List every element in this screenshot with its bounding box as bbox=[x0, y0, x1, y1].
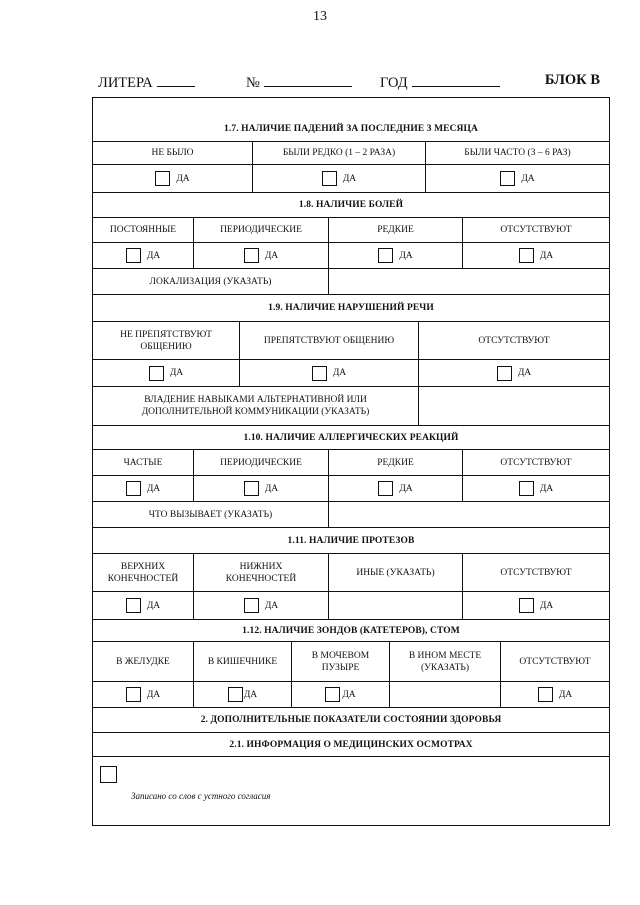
probes-bladder-checkbox[interactable] bbox=[325, 687, 340, 702]
speech-altcomm-row bbox=[93, 386, 609, 425]
yes-label: ДА bbox=[146, 250, 161, 261]
yes-label: ДА bbox=[264, 600, 279, 611]
section21-title: 2.1. ИНФОРМАЦИЯ О МЕДИЦИНСКИХ ОСМОТРАХ bbox=[229, 739, 473, 750]
speech-absent-checkbox[interactable] bbox=[497, 366, 512, 381]
prosthesis-title-row bbox=[93, 527, 609, 553]
number-input-line[interactable] bbox=[264, 72, 352, 87]
yes-label: ДА bbox=[539, 600, 554, 611]
speech-not-hinder-checkbox[interactable] bbox=[149, 366, 164, 381]
prosthesis-header-row bbox=[93, 553, 609, 591]
allergy-col-rare: РЕДКИЕ bbox=[328, 450, 462, 475]
pain-col-rare: РЕДКИЕ bbox=[328, 218, 462, 242]
yes-label: ДА bbox=[264, 483, 279, 494]
falls-none-checkbox[interactable] bbox=[155, 171, 170, 186]
prosthesis-other-field[interactable] bbox=[328, 592, 462, 619]
probes-col-other: В ИНОМ МЕСТЕ (УКАЗАТЬ) bbox=[389, 642, 500, 681]
speech-hinder-checkbox[interactable] bbox=[312, 366, 327, 381]
probes-stomach-checkbox[interactable] bbox=[126, 687, 141, 702]
year-input-line[interactable] bbox=[412, 72, 500, 87]
section21-title-row bbox=[93, 732, 609, 756]
probes-col-absent: ОТСУТСТВУЮТ bbox=[500, 642, 609, 681]
prosthesis-col-absent: ОТСУТСТВУЮТ bbox=[462, 554, 609, 591]
falls-title: 1.7. НАЛИЧИЕ ПАДЕНИЙ ЗА ПОСЛЕДНИЕ 3 МЕСЯЦА bbox=[224, 123, 478, 134]
probes-absent-checkbox[interactable] bbox=[538, 687, 553, 702]
falls-title-row bbox=[93, 97, 609, 141]
yes-label: ДА bbox=[342, 689, 356, 700]
allergy-col-absent: ОТСУТСТВУЮТ bbox=[462, 450, 609, 475]
pain-constant-checkbox[interactable] bbox=[126, 248, 141, 263]
speech-col-absent: ОТСУТСТВУЮТ bbox=[418, 322, 609, 359]
yes-label: ДА bbox=[342, 173, 357, 184]
probes-header-row bbox=[93, 641, 609, 681]
year-field bbox=[380, 72, 500, 92]
probes-col-bladder: В МОЧЕВОМ ПУЗЫРЕ bbox=[291, 642, 389, 681]
allergy-cause-label: ЧТО ВЫЗЫВАЕТ (УКАЗАТЬ) bbox=[148, 509, 273, 520]
falls-rare-checkbox[interactable] bbox=[322, 171, 337, 186]
prosthesis-col-other: ИНЫЕ (УКАЗАТЬ) bbox=[328, 554, 462, 591]
year-label: ГОД bbox=[380, 75, 408, 91]
assessment-form bbox=[92, 97, 610, 826]
number-field bbox=[246, 72, 352, 92]
pain-col-constant: ПОСТОЯННЫЕ bbox=[109, 225, 177, 235]
pain-rare-checkbox[interactable] bbox=[378, 248, 393, 263]
pain-localization-field[interactable] bbox=[328, 269, 609, 294]
probes-other-field[interactable] bbox=[389, 682, 500, 707]
falls-col-often: БЫЛИ ЧАСТО (3 – 6 РАЗ) bbox=[425, 142, 609, 164]
prosthesis-col-lower: НИЖНИХ КОНЕЧНОСТЕЙ bbox=[193, 554, 328, 591]
allergy-periodic-checkbox[interactable] bbox=[244, 481, 259, 496]
yes-label: ДА bbox=[332, 368, 347, 378]
prosthesis-title: 1.11. НАЛИЧИЕ ПРОТЕЗОВ bbox=[287, 535, 415, 546]
probes-check-row bbox=[93, 681, 609, 707]
pain-check-row bbox=[93, 242, 609, 268]
yes-label: ДА bbox=[176, 173, 190, 184]
pain-localization-label: ЛОКАЛИЗАЦИЯ (УКАЗАТЬ) bbox=[149, 276, 272, 287]
probes-col-stomach: В ЖЕЛУДКЕ bbox=[116, 656, 170, 667]
speech-header-row bbox=[93, 321, 609, 359]
allergy-frequent-checkbox[interactable] bbox=[126, 481, 141, 496]
falls-often-checkbox[interactable] bbox=[500, 171, 515, 186]
yes-label: ДА bbox=[399, 250, 413, 261]
pain-title: 1.8. НАЛИЧИЕ БОЛЕЙ bbox=[298, 200, 404, 210]
allergy-col-frequent: ЧАСТЫЕ bbox=[123, 457, 163, 468]
yes-label: ДА bbox=[169, 368, 184, 378]
speech-check-row bbox=[93, 359, 609, 386]
yes-label: ДА bbox=[521, 173, 535, 184]
yes-label: ДА bbox=[539, 483, 554, 494]
section2-title: 2. ДОПОЛНИТЕЛЬНЫЕ ПОКАЗАТЕЛИ СОСТОЯНИИ ЗДОРОВЬЯ bbox=[200, 715, 502, 725]
speech-col-not-hinder: НЕ ПРЕПЯТСТВУЮТ ОБЩЕНИЮ bbox=[120, 329, 212, 352]
allergy-header-row bbox=[93, 449, 609, 475]
pain-col-absent: ОТСУТСТВУЮТ bbox=[462, 218, 609, 242]
litera-input-line[interactable] bbox=[157, 72, 195, 87]
litera-label: ЛИТЕРА bbox=[98, 75, 153, 91]
block-label: БЛОК В bbox=[544, 72, 600, 88]
yes-label: ДА bbox=[558, 689, 573, 700]
yes-label: ДА bbox=[264, 250, 279, 261]
litera-field bbox=[98, 72, 195, 92]
prosthesis-col-upper: ВЕРХНИХ КОНЕЧНОСТЕЙ bbox=[107, 561, 179, 584]
yes-label: ДА bbox=[399, 483, 413, 494]
speech-altcomm-field[interactable] bbox=[418, 387, 609, 425]
speech-title: 1.9. НАЛИЧИЕ НАРУШЕНИЙ РЕЧИ bbox=[268, 303, 434, 313]
yes-label: ДА bbox=[517, 368, 532, 378]
allergy-title: 1.10. НАЛИЧИЕ АЛЛЕРГИЧЕСКИХ РЕАКЦИЙ bbox=[243, 432, 459, 443]
pain-periodic-checkbox[interactable] bbox=[244, 248, 259, 263]
form-header bbox=[98, 72, 600, 92]
probes-col-intestine: В КИШЕЧНИКЕ bbox=[193, 642, 291, 681]
yes-label: ДА bbox=[146, 689, 161, 700]
falls-check-row bbox=[93, 164, 609, 192]
yes-label: ДА bbox=[146, 483, 161, 494]
prosthesis-upper-checkbox[interactable] bbox=[126, 598, 141, 613]
allergy-title-row bbox=[93, 425, 609, 449]
allergy-rare-checkbox[interactable] bbox=[378, 481, 393, 496]
prosthesis-lower-checkbox[interactable] bbox=[244, 598, 259, 613]
page-number: 13 bbox=[313, 9, 327, 24]
probes-intestine-checkbox[interactable] bbox=[228, 687, 243, 702]
section2-title-row bbox=[93, 707, 609, 732]
yes-label: ДА bbox=[243, 689, 258, 700]
number-label: № bbox=[246, 75, 260, 91]
speech-title-row bbox=[93, 294, 609, 321]
speech-col-hinder: ПРЕПЯТСТВУЮТ ОБЩЕНИЮ bbox=[239, 322, 418, 359]
allergy-cause-row bbox=[93, 501, 609, 527]
allergy-absent-checkbox[interactable] bbox=[519, 481, 534, 496]
speech-altcomm-label: ВЛАДЕНИЕ НАВЫКАМИ АЛЬТЕРНАТИВНОЙ ИЛИ ДОПОЛНИТЕЛЬНОЙ КОММУНИКАЦИИ (УКАЗАТЬ) bbox=[141, 395, 370, 417]
allergy-col-periodic: ПЕРИОДИЧЕСКИЕ bbox=[193, 450, 328, 475]
prosthesis-check-row bbox=[93, 591, 609, 619]
prosthesis-absent-checkbox[interactable] bbox=[519, 598, 534, 613]
falls-col-none: НЕ БЫЛО bbox=[151, 148, 194, 158]
oral-consent-checkbox[interactable] bbox=[100, 766, 117, 783]
allergy-check-row bbox=[93, 475, 609, 501]
section21-body bbox=[93, 756, 609, 825]
falls-header-row bbox=[93, 141, 609, 164]
allergy-cause-field[interactable] bbox=[328, 502, 609, 527]
pain-localization-row bbox=[93, 268, 609, 294]
falls-col-rare: БЫЛИ РЕДКО (1 – 2 РАЗА) bbox=[252, 142, 425, 164]
probes-title: 1.12. НАЛИЧИЕ ЗОНДОВ (КАТЕТЕРОВ), СТОМ bbox=[242, 625, 460, 636]
yes-label: ДА bbox=[146, 600, 161, 611]
pain-absent-checkbox[interactable] bbox=[519, 248, 534, 263]
oral-consent-note: Записано со слов с устного согласия bbox=[131, 791, 271, 801]
yes-label: ДА bbox=[539, 250, 554, 261]
probes-title-row bbox=[93, 619, 609, 641]
pain-header-row bbox=[93, 217, 609, 242]
pain-title-row bbox=[93, 192, 609, 217]
pain-col-periodic: ПЕРИОДИЧЕСКИЕ bbox=[193, 218, 328, 242]
